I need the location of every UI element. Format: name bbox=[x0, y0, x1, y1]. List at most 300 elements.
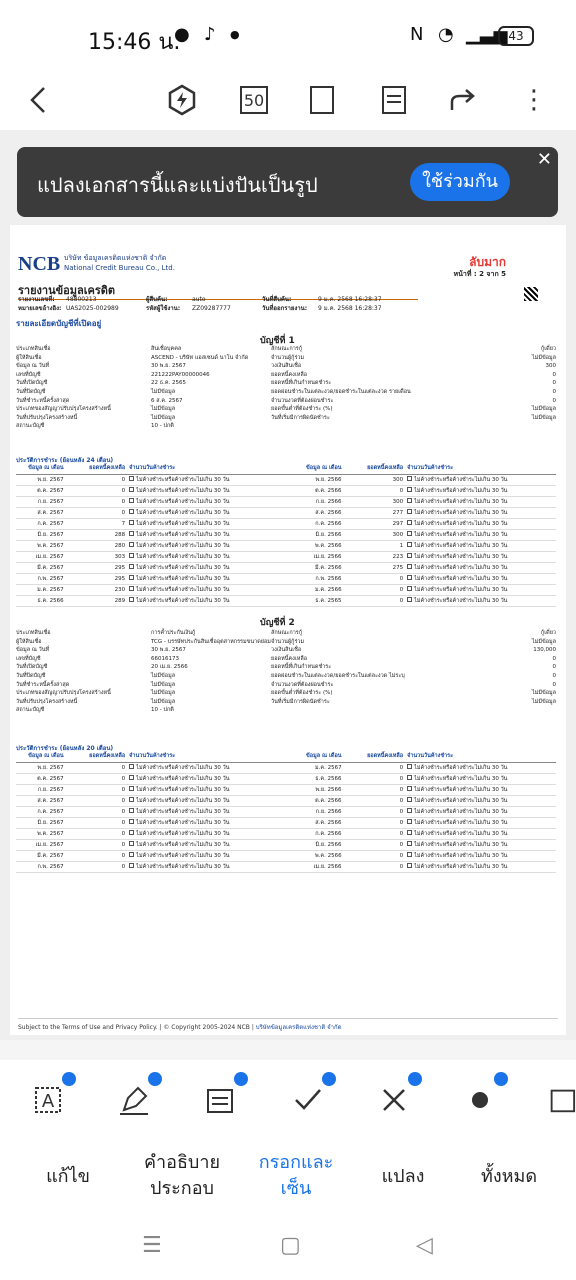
balance: 295 bbox=[114, 576, 126, 582]
status-checkbox-icon bbox=[407, 564, 412, 569]
status-cell bbox=[407, 851, 556, 861]
home-icon[interactable]: ▢ bbox=[280, 1233, 301, 1258]
info-cell: กู้เดี่ยว bbox=[540, 630, 556, 636]
table-row bbox=[16, 563, 556, 574]
month: ก.ค. 2566 bbox=[315, 831, 342, 837]
balance: 0 bbox=[121, 477, 126, 483]
info-cell: ไม่มีข้อมูล bbox=[531, 406, 556, 413]
gap bbox=[278, 519, 294, 529]
status-text: ไม่ค้างชำระหรือค้างชำระไม่เกิน 30 วัน bbox=[136, 598, 230, 604]
balance: 300 bbox=[392, 477, 404, 483]
more-tools-icon[interactable] bbox=[546, 1080, 576, 1120]
info-row bbox=[16, 698, 556, 707]
status-checkbox-icon bbox=[407, 764, 412, 769]
info-cell: ไม่มีข้อมูล bbox=[531, 690, 556, 697]
info-cell: 30 พ.ย. 2567 bbox=[151, 647, 186, 654]
balance: 0 bbox=[399, 820, 404, 826]
balance: 0 bbox=[121, 853, 126, 859]
status-text: ไม่ค้างชำระหรือค้างชำระไม่เกิน 30 วัน bbox=[414, 864, 508, 870]
info-cell: ผู้ให้สินเชื่อ bbox=[16, 354, 42, 361]
col-balance: ยอดหนี้คงเหลือ bbox=[89, 465, 126, 471]
account-2-history bbox=[16, 751, 556, 873]
info-cell: 10 - ปกติ bbox=[151, 707, 174, 714]
info-cell: วันที่ปิดบัญชี bbox=[16, 672, 46, 679]
share-icon[interactable] bbox=[444, 80, 484, 120]
month: มี.ค. 2567 bbox=[37, 853, 64, 859]
status-text: ไม่ค้างชำระหรือค้างชำระไม่เกิน 30 วัน bbox=[136, 842, 230, 848]
col-days: จำนวนวันค้างชำระ bbox=[129, 465, 176, 471]
table-row bbox=[16, 862, 556, 873]
gap bbox=[278, 475, 294, 485]
info-cell: ไม่มีข้อมูล bbox=[151, 681, 176, 688]
status-text: ไม่ค้างชำระหรือค้างชำระไม่เกิน 30 วัน bbox=[414, 798, 508, 804]
balance: 0 bbox=[399, 842, 404, 848]
status-text: ไม่ค้างชำระหรือค้างชำระไม่เกิน 30 วัน bbox=[136, 543, 230, 549]
balance: 0 bbox=[121, 831, 126, 837]
gap bbox=[278, 763, 294, 773]
balance: 0 bbox=[121, 499, 126, 505]
balance: 289 bbox=[114, 598, 126, 604]
status-checkbox-icon bbox=[407, 841, 412, 846]
month: พ.ย. 2567 bbox=[37, 477, 64, 483]
col-days: จำนวนวันค้างชำระ bbox=[129, 753, 176, 759]
gap bbox=[278, 807, 294, 817]
document-viewer[interactable] bbox=[0, 130, 576, 1040]
month: ก.ค. 2567 bbox=[37, 521, 64, 527]
account-1-history-title: ประวัติการชำระ (ย้อนหลัง 24 เดือน) bbox=[16, 457, 114, 464]
gap bbox=[278, 751, 294, 762]
history-header bbox=[16, 751, 556, 763]
wifi-icon: ◔ bbox=[438, 24, 454, 45]
info-cell: วงเงินสินเชื่อ bbox=[271, 647, 302, 654]
table-row bbox=[16, 475, 556, 486]
info-cell: กู้เดี่ยว bbox=[540, 346, 556, 352]
col-month: ข้อมูล ณ เดือน bbox=[306, 753, 342, 759]
status-cell bbox=[129, 763, 278, 773]
status-text: ไม่ค้างชำระหรือค้างชำระไม่เกิน 30 วัน bbox=[136, 587, 230, 593]
info-cell: ไม่มีข้อมูล bbox=[151, 672, 176, 679]
status-checkbox-icon bbox=[129, 586, 134, 591]
col-balance: ยอดหนี้คงเหลือ bbox=[367, 753, 404, 759]
info-cell: ไม่มีข้อมูล bbox=[531, 414, 556, 421]
info-cell: 10 - ปกติ bbox=[151, 423, 174, 430]
status-checkbox-icon bbox=[407, 542, 412, 547]
month: ก.ย. 2567 bbox=[37, 787, 64, 793]
info-row bbox=[16, 629, 556, 638]
info-row bbox=[16, 354, 556, 363]
balance: 0 bbox=[121, 787, 126, 793]
chat-icon: ● bbox=[174, 24, 190, 45]
status-cell bbox=[407, 596, 556, 606]
table-row bbox=[16, 552, 556, 563]
table-row bbox=[16, 497, 556, 508]
balance: 280 bbox=[114, 543, 126, 549]
status-text: ไม่ค้างชำระหรือค้างชำระไม่เกิน 30 วัน bbox=[414, 532, 508, 538]
status-text: ไม่ค้างชำระหรือค้างชำระไม่เกิน 30 วัน bbox=[414, 842, 508, 848]
month: พ.ค. 2566 bbox=[315, 853, 342, 859]
balance: 0 bbox=[121, 776, 126, 782]
info-cell: ไม่มีข้อมูล bbox=[151, 388, 176, 395]
balance: 0 bbox=[399, 853, 404, 859]
month: ก.พ. 2567 bbox=[37, 864, 64, 870]
status-text: ไม่ค้างชำระหรือค้างชำระไม่เกิน 30 วัน bbox=[414, 831, 508, 837]
system-nav-bar bbox=[0, 1225, 576, 1280]
month: มี.ค. 2566 bbox=[315, 565, 342, 571]
qr-code-icon bbox=[524, 287, 538, 301]
tab-annotate[interactable]: คำอธิบาย ประกอบ bbox=[143, 1152, 221, 1199]
info-cell bbox=[521, 706, 556, 715]
table-row bbox=[16, 508, 556, 519]
status-checkbox-icon bbox=[407, 586, 412, 591]
info-row bbox=[16, 681, 556, 690]
status-checkbox-icon bbox=[407, 487, 412, 492]
ncb-logo: NCB bbox=[18, 253, 61, 275]
status-cell bbox=[407, 541, 556, 551]
status-text: ไม่ค้างชำระหรือค้างชำระไม่เกิน 30 วัน bbox=[136, 510, 230, 516]
checkmark-icon[interactable] bbox=[288, 1080, 328, 1120]
status-checkbox-icon bbox=[129, 553, 134, 558]
info-cell: วันที่ปรับปรุงโครงสร้างหนี้ bbox=[16, 698, 78, 705]
account-1-history bbox=[16, 463, 556, 607]
table-row bbox=[16, 818, 556, 829]
status-checkbox-icon bbox=[129, 797, 134, 802]
gap bbox=[278, 508, 294, 518]
form-fill-icon[interactable] bbox=[200, 1080, 240, 1120]
header-cell: 9 ม.ค. 2568 16:28:37 bbox=[318, 296, 382, 303]
status-checkbox-icon bbox=[407, 597, 412, 602]
header-cell: รายงานเลขที่: bbox=[18, 296, 55, 303]
header-row bbox=[18, 295, 498, 304]
banner-text: แปลงเอกสารนี้และแบ่งปันเป็นรูป bbox=[37, 173, 318, 197]
status-checkbox-icon bbox=[129, 520, 134, 525]
info-cell: ไม่มีข้อมูล bbox=[151, 698, 176, 705]
status-cell bbox=[407, 818, 556, 828]
share-button[interactable]: ใช้ร่วมกัน bbox=[410, 163, 510, 201]
info-cell: วันที่ปิดบัญชี bbox=[16, 388, 46, 395]
month: ก.ย. 2567 bbox=[37, 499, 64, 505]
status-cell bbox=[129, 796, 278, 806]
status-checkbox-icon bbox=[129, 830, 134, 835]
status-checkbox-icon bbox=[407, 498, 412, 503]
gap bbox=[278, 585, 294, 595]
header-cell: ZZ09287777 bbox=[192, 305, 231, 312]
status-cell bbox=[407, 862, 556, 872]
info-cell: สถานะบัญชี bbox=[16, 707, 45, 714]
info-cell: 0 bbox=[552, 681, 556, 688]
info-cell: ประเภทสินเชื่อ bbox=[16, 346, 51, 352]
balance: 0 bbox=[399, 587, 404, 593]
info-row bbox=[16, 414, 556, 423]
more-menu-icon[interactable]: ⋮ bbox=[521, 85, 547, 115]
status-cell bbox=[129, 818, 278, 828]
status-text: ไม่ค้างชำระหรือค้างชำระไม่เกิน 30 วัน bbox=[136, 554, 230, 560]
info-cell: ข้อมูล ณ วันที่ bbox=[16, 363, 50, 370]
section-title: รายละเอียดบัญชีที่เปิดอยู่ bbox=[16, 319, 102, 328]
back-icon[interactable] bbox=[20, 80, 60, 120]
status-cell bbox=[129, 829, 278, 839]
info-cell: 130,000 bbox=[533, 647, 556, 654]
status-text: ไม่ค้างชำระหรือค้างชำระไม่เกิน 30 วัน bbox=[136, 765, 230, 771]
month: ธ.ค. 2566 bbox=[315, 776, 342, 782]
status-checkbox-icon bbox=[407, 775, 412, 780]
info-cell: ไม่มีข้อมูล bbox=[531, 354, 556, 361]
clock: 15:46 น. bbox=[88, 30, 181, 55]
balance: 277 bbox=[392, 510, 404, 516]
info-cell: จำนวนงวดที่ต้องผ่อนชำระ bbox=[271, 681, 334, 688]
status-cell bbox=[129, 497, 278, 507]
balance: 0 bbox=[121, 765, 126, 771]
month: มิ.ย. 2567 bbox=[37, 820, 64, 826]
month: เม.ย. 2567 bbox=[35, 842, 64, 848]
header-cell: 48800213 bbox=[66, 296, 97, 303]
battery-icon: 43 bbox=[498, 26, 534, 46]
status-text: ไม่ค้างชำระหรือค้างชำระไม่เกิน 30 วัน bbox=[414, 587, 508, 593]
balance: 230 bbox=[114, 587, 126, 593]
info-row bbox=[16, 655, 556, 664]
month: มี.ค. 2567 bbox=[37, 565, 64, 571]
status-cell bbox=[407, 552, 556, 562]
col-month: ข้อมูล ณ เดือน bbox=[306, 465, 342, 471]
status-text: ไม่ค้างชำระหรือค้างชำระไม่เกิน 30 วัน bbox=[414, 477, 508, 483]
signature-pen-icon[interactable] bbox=[114, 1080, 154, 1120]
balance: 0 bbox=[399, 576, 404, 582]
table-row bbox=[16, 541, 556, 552]
gap bbox=[278, 796, 294, 806]
status-checkbox-icon bbox=[129, 509, 134, 514]
dot-icon[interactable] bbox=[460, 1080, 500, 1120]
status-text: ไม่ค้างชำระหรือค้างชำระไม่เกิน 30 วัน bbox=[136, 565, 230, 571]
info-cell: ประเภทของสัญญาปรับปรุงโครงสร้างหนี้ bbox=[16, 406, 111, 413]
balance: 303 bbox=[114, 554, 126, 560]
info-cell: 221222PAY00000046 bbox=[151, 371, 210, 378]
info-cell: TCG - บรรษัทประกันสินเชื่ออุตสาหกรรมขนาดย่อม bbox=[151, 638, 271, 645]
balance: 0 bbox=[399, 809, 404, 815]
month: ต.ค. 2567 bbox=[37, 488, 64, 494]
page-number: หน้าที่ : 2 จาก 5 bbox=[453, 270, 506, 278]
table-row bbox=[16, 796, 556, 807]
status-text: ไม่ค้างชำระหรือค้างชำระไม่เกิน 30 วัน bbox=[414, 820, 508, 826]
footer-link[interactable]: บริษัทข้อมูลเครดิตแห่งชาติ จำกัด bbox=[255, 1024, 342, 1031]
info-cell: ยอดหนี้ที่เกินกำหนดชำระ bbox=[271, 664, 332, 671]
balance: 0 bbox=[399, 776, 404, 782]
annotation-toolbar bbox=[0, 1060, 576, 1140]
status-cell bbox=[407, 796, 556, 806]
status-checkbox-icon bbox=[407, 509, 412, 514]
reader-view-icon[interactable] bbox=[374, 80, 414, 120]
info-cell: ยอดผ่อนชำระในแต่ละงวด/ยอดชำระในแต่ละงวด รายเดือน bbox=[271, 388, 411, 395]
info-cell: ยอดผ่อนชำระในแต่ละงวด/ยอดชำระในแต่ละงวด ไม่ระบุ bbox=[271, 672, 405, 679]
info-cell: จำนวนงวดที่ต้องผ่อนชำระ bbox=[271, 397, 334, 404]
table-row bbox=[16, 829, 556, 840]
status-cell bbox=[129, 785, 278, 795]
info-cell: ASCEND - บริษัท แอสเซนด์ นาโน จำกัด bbox=[151, 354, 249, 361]
info-cell: ยอดขั้นต่ำที่ต้องชำระ (%) bbox=[271, 690, 333, 697]
gap bbox=[278, 574, 294, 584]
month: ก.ย. 2566 bbox=[315, 809, 342, 815]
gap bbox=[278, 862, 294, 872]
status-text: ไม่ค้างชำระหรือค้างชำระไม่เกิน 30 วัน bbox=[136, 864, 230, 870]
balance: 0 bbox=[399, 864, 404, 870]
account-2-info bbox=[16, 629, 556, 715]
month: ก.ค. 2566 bbox=[315, 521, 342, 527]
month: มิ.ย. 2566 bbox=[315, 532, 342, 538]
recent-apps-icon[interactable]: ☰ bbox=[142, 1233, 162, 1258]
info-row bbox=[16, 362, 556, 371]
status-cell bbox=[129, 585, 278, 595]
share-banner bbox=[17, 147, 558, 217]
status-checkbox-icon bbox=[407, 520, 412, 525]
back-nav-icon[interactable]: ◁ bbox=[416, 1233, 433, 1258]
info-cell: วงเงินสินเชื่อ bbox=[271, 363, 302, 370]
info-row bbox=[16, 422, 556, 431]
month: ส.ค. 2567 bbox=[37, 798, 64, 804]
status-checkbox-icon bbox=[407, 819, 412, 824]
header-cell: auto bbox=[192, 296, 206, 303]
month: เม.ย. 2566 bbox=[313, 864, 342, 870]
month: พ.ค. 2567 bbox=[37, 543, 64, 549]
gap bbox=[278, 818, 294, 828]
month: ต.ค. 2566 bbox=[315, 798, 342, 804]
header-cell: รหัสผู้ใช้งาน: bbox=[146, 305, 181, 312]
info-cell: ข้อมูล ณ วันที่ bbox=[16, 647, 50, 654]
status-text: ไม่ค้างชำระหรือค้างชำระไม่เกิน 30 วัน bbox=[136, 532, 230, 538]
status-text: ไม่ค้างชำระหรือค้างชำระไม่เกิน 30 วัน bbox=[414, 576, 508, 582]
balance: 0 bbox=[399, 598, 404, 604]
balance: 7 bbox=[121, 521, 126, 527]
info-cell: สินเชื่อบุคคล bbox=[151, 346, 182, 352]
status-cell bbox=[407, 785, 556, 795]
tab-edit[interactable]: แก้ไข bbox=[46, 1166, 90, 1187]
table-row bbox=[16, 486, 556, 497]
page-count-icon[interactable]: 50 bbox=[234, 80, 274, 120]
tab-all[interactable]: ทั้งหมด bbox=[480, 1166, 538, 1187]
month: ส.ค. 2566 bbox=[315, 510, 342, 516]
text-box-icon[interactable] bbox=[28, 1080, 68, 1120]
balance: 0 bbox=[121, 864, 126, 870]
status-cell bbox=[407, 508, 556, 518]
info-row bbox=[16, 379, 556, 388]
status-text: ไม่ค้างชำระหรือค้างชำระไม่เกิน 30 วัน bbox=[414, 809, 508, 815]
table-row bbox=[16, 585, 556, 596]
balance: 295 bbox=[114, 565, 126, 571]
company-name: บริษัท ข้อมูลเครดิตแห่งชาติ จำกัด National Credit Bureau Co., Ltd. bbox=[64, 254, 175, 272]
info-cell: จำนวนผู้กู้ร่วม bbox=[271, 638, 305, 645]
status-text: ไม่ค้างชำระหรือค้างชำระไม่เกิน 30 วัน bbox=[136, 499, 230, 505]
month: ก.พ. 2567 bbox=[37, 576, 64, 582]
info-cell: 20 เม.ย. 2566 bbox=[151, 664, 188, 671]
gap bbox=[278, 840, 294, 850]
status-checkbox-icon bbox=[407, 863, 412, 868]
status-cell bbox=[129, 475, 278, 485]
info-cell: 0 bbox=[552, 380, 556, 387]
status-text: ไม่ค้างชำระหรือค้างชำระไม่เกิน 30 วัน bbox=[414, 598, 508, 604]
balance: 0 bbox=[121, 842, 126, 848]
info-row bbox=[16, 388, 556, 397]
balance: 0 bbox=[121, 809, 126, 815]
month: พ.ย. 2567 bbox=[37, 765, 64, 771]
table-row bbox=[16, 596, 556, 607]
status-cell bbox=[129, 596, 278, 606]
month: ต.ค. 2567 bbox=[37, 776, 64, 782]
info-cell: ไม่มีข้อมูล bbox=[531, 698, 556, 705]
status-cell bbox=[129, 530, 278, 540]
info-cell: 0 bbox=[552, 371, 556, 378]
account-1-info bbox=[16, 345, 556, 431]
info-row bbox=[16, 371, 556, 380]
info-cell bbox=[521, 422, 556, 431]
balance: 300 bbox=[392, 532, 404, 538]
month: มิ.ย. 2566 bbox=[315, 842, 342, 848]
info-cell: การค้ำประกันเงินกู้ bbox=[151, 630, 196, 636]
balance: 0 bbox=[121, 798, 126, 804]
status-checkbox-icon bbox=[129, 564, 134, 569]
status-cell bbox=[407, 574, 556, 584]
status-text: ไม่ค้างชำระหรือค้างชำระไม่เกิน 30 วัน bbox=[414, 853, 508, 859]
secret-label: ลับมาก bbox=[469, 255, 506, 269]
ai-flash-icon[interactable] bbox=[162, 80, 202, 120]
status-cell bbox=[129, 541, 278, 551]
info-cell: ลักษณะการกู้ bbox=[271, 346, 303, 352]
month: ต.ค. 2566 bbox=[315, 488, 342, 494]
info-cell: ยอดหนี้คงเหลือ bbox=[271, 371, 308, 378]
table-row bbox=[16, 574, 556, 585]
fullscreen-icon[interactable] bbox=[302, 80, 342, 120]
month: ส.ค. 2567 bbox=[37, 510, 64, 516]
info-cell: วันที่ปรับปรุงโครงสร้างหนี้ bbox=[16, 414, 78, 421]
balance: 0 bbox=[399, 488, 404, 494]
balance: 0 bbox=[121, 510, 126, 516]
status-cell bbox=[129, 851, 278, 861]
col-month: ข้อมูล ณ เดือน bbox=[28, 465, 64, 471]
info-cell: ไม่มีข้อมูล bbox=[151, 690, 176, 697]
tab-fill-sign[interactable]: กรอกและ เซ็น bbox=[258, 1152, 334, 1199]
tab-convert[interactable]: แปลง bbox=[381, 1166, 425, 1187]
gap bbox=[278, 463, 294, 474]
info-row bbox=[16, 405, 556, 414]
status-text: ไม่ค้างชำระหรือค้างชำระไม่เกิน 30 วัน bbox=[414, 543, 508, 549]
info-cell bbox=[271, 422, 521, 431]
status-cell bbox=[407, 585, 556, 595]
tiktok-icon: ♪ bbox=[204, 24, 216, 45]
status-cell bbox=[407, 807, 556, 817]
status-checkbox-icon bbox=[407, 830, 412, 835]
status-checkbox-icon bbox=[129, 476, 134, 481]
status-text: ไม่ค้างชำระหรือค้างชำระไม่เกิน 30 วัน bbox=[414, 787, 508, 793]
col-days: จำนวนวันค้างชำระ bbox=[407, 465, 454, 471]
gap bbox=[278, 596, 294, 606]
info-cell: เลขที่บัญชี bbox=[16, 371, 41, 378]
history-header bbox=[16, 463, 556, 475]
status-text: ไม่ค้างชำระหรือค้างชำระไม่เกิน 30 วัน bbox=[136, 831, 230, 837]
balance: 1 bbox=[399, 543, 404, 549]
close-icon[interactable]: ✕ bbox=[536, 149, 552, 170]
status-cell bbox=[129, 563, 278, 573]
status-checkbox-icon bbox=[407, 553, 412, 558]
col-balance: ยอดหนี้คงเหลือ bbox=[89, 753, 126, 759]
info-row bbox=[16, 689, 556, 698]
cross-icon[interactable] bbox=[374, 1080, 414, 1120]
status-checkbox-icon bbox=[129, 775, 134, 780]
info-cell: ยอดหนี้คงเหลือ bbox=[271, 655, 308, 662]
month: ส.ค. 2566 bbox=[315, 820, 342, 826]
info-row bbox=[16, 638, 556, 647]
status-text: ไม่ค้างชำระหรือค้างชำระไม่เกิน 30 วัน bbox=[136, 576, 230, 582]
status-text: ไม่ค้างชำระหรือค้างชำระไม่เกิน 30 วัน bbox=[136, 477, 230, 483]
status-cell bbox=[407, 497, 556, 507]
document-page bbox=[10, 225, 566, 1035]
balance: 0 bbox=[121, 488, 126, 494]
header-cell: หมายเลขอ้างอิง: bbox=[18, 305, 62, 312]
